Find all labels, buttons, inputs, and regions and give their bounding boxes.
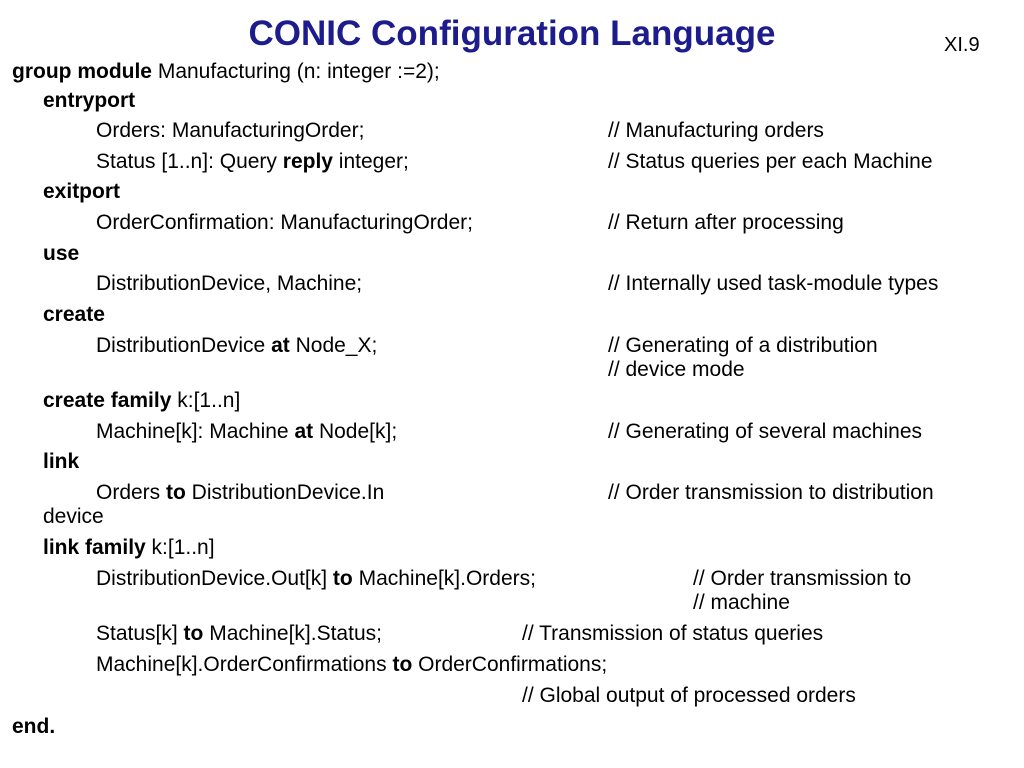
code-text: Node[k]; <box>313 420 398 443</box>
code-text: Machine[k].Status; <box>203 622 382 645</box>
code-comment: // Order transmission to <box>693 567 912 590</box>
code-comment: // Global output of processed orders <box>522 684 856 707</box>
code-line-create-family <box>43 389 240 413</box>
keyword: create family <box>43 389 172 412</box>
code-line: Orders: ManufacturingOrder; <box>96 119 365 142</box>
code-text: Status [1..n]: Query <box>96 150 283 173</box>
code-comment: // Generating of a distribution <box>608 334 878 357</box>
keyword: group module <box>12 60 152 83</box>
code-keyword-create: create <box>43 303 105 326</box>
code-comment: // Manufacturing orders <box>608 119 824 142</box>
code-line <box>96 481 384 505</box>
code-text: Orders <box>96 481 167 504</box>
code-line-link-family <box>43 536 215 560</box>
code-keyword-use: use <box>43 242 80 265</box>
code-text: Machine[k].Orders; <box>352 567 536 590</box>
code-text: Machine[k]: Machine <box>96 420 295 443</box>
code-comment: // Transmission of status queries <box>522 622 824 645</box>
keyword: to <box>166 481 186 504</box>
code-text: Node_X; <box>289 334 378 357</box>
code-text: k:[1..n] <box>171 389 241 412</box>
keyword: to <box>183 622 204 645</box>
code-text: integer; <box>332 150 409 173</box>
code-comment-wrap: device <box>43 505 104 528</box>
code-line-group-module <box>12 60 440 84</box>
code-comment: // Internally used task-module types <box>608 272 939 295</box>
code-line: DistributionDevice, Machine; <box>96 272 363 295</box>
code-keyword-end: end. <box>12 715 56 738</box>
code-keyword-link: link <box>43 450 80 473</box>
code-line <box>96 150 409 174</box>
code-text: DistributionDevice.In <box>185 481 385 504</box>
keyword: reply <box>282 150 333 173</box>
page-number: XI.9 <box>944 34 980 56</box>
keyword: at <box>271 334 290 357</box>
code-comment: // Order transmission to distribution <box>608 481 934 504</box>
code-line <box>96 653 607 677</box>
code-comment: // Return after processing <box>608 211 844 234</box>
code-comment: // Status queries per each Machine <box>608 150 933 173</box>
code-comment: // Generating of several machines <box>608 420 922 443</box>
code-text: Status[k] <box>96 622 184 645</box>
code-line: OrderConfirmation: ManufacturingOrder; <box>96 211 473 234</box>
code-keyword-exitport: exitport <box>43 180 121 203</box>
code-text: Machine[k].OrderConfirmations <box>96 653 393 676</box>
code-comment: // machine <box>693 591 790 614</box>
keyword: to <box>332 567 353 590</box>
keyword: link family <box>43 536 146 559</box>
code-text: DistributionDevice <box>96 334 272 357</box>
code-comment: // device mode <box>608 358 745 381</box>
code-text: k:[1..n] <box>145 536 215 559</box>
code-line <box>96 567 536 591</box>
code-keyword-entryport: entryport <box>43 89 136 112</box>
keyword: at <box>294 420 314 443</box>
code-line <box>96 420 397 444</box>
code-line <box>96 334 377 358</box>
slide-title: CONIC Configuration Language <box>248 14 776 53</box>
code-text: Manufacturing (n: integer :=2); <box>152 60 440 83</box>
code-line <box>96 622 382 646</box>
code-text: DistributionDevice.Out[k] <box>96 567 333 590</box>
keyword: to <box>392 653 413 676</box>
code-text: OrderConfirmations; <box>412 653 608 676</box>
